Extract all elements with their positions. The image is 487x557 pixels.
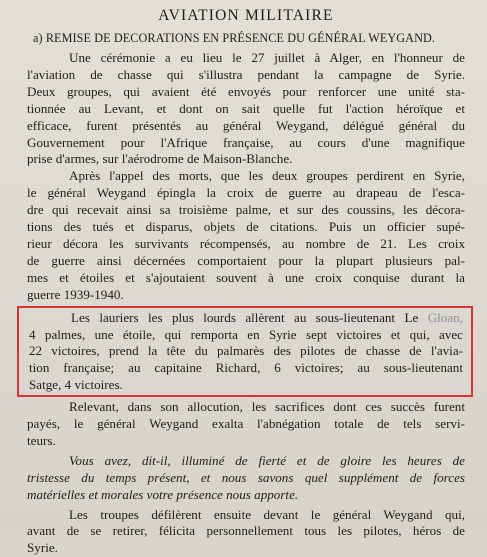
text-line: tionnée au Levant, et dont on sait quelle fut l'action héroïque et (27, 100, 465, 116)
paragraph-ceremony (27, 50, 465, 168)
text-line: matérielles et morales votre présence nous apporte. (27, 486, 299, 502)
text-line: Une cérémonie a eu lieu le 27 juillet à Alger, en l'honneur de (69, 50, 465, 65)
paragraph-quote (27, 453, 465, 504)
paragraph-decorations (27, 168, 465, 303)
text-line: 22 victoires, prend la tête du palmarès des pilotes de chasse de l'avia- (29, 343, 463, 359)
text-line: dre qui recevait ainsi sa troisième palme, et sur des coussins, les décora- (27, 202, 465, 218)
text-line: 4 palmes, une étoile, qui remporta en Syrie sept victoires et qui, avec (29, 326, 463, 342)
highlighted-paragraph-laurels (17, 306, 473, 398)
text-line: mes et étoiles et s'ajoutaient souvent à une croix conquise durant la (27, 269, 465, 285)
text-line: tristesse du temps présent, et nous savons quel supplément de forces (27, 469, 465, 485)
text-line: Après l'appel des morts, que les deux groupes perdirent en Syrie, (69, 168, 465, 184)
text-line: Vous avez, dit-il, illuminé de fierté et de gloire les heures de (69, 452, 465, 468)
text-line: payés, le général Weygand exalta l'abnégation totale de tels servi- (27, 416, 465, 432)
text-line: guerre 1939-1940. (27, 286, 124, 302)
text-line: Les troupes défilèrent ensuite devant le général Weygand qui, (69, 506, 465, 522)
text-line: Relevant, dans son allocution, les sacrifices dont ces succès furent (69, 399, 465, 415)
text-line: avant de se retirer, félicita personnellement tous les pilotes, héros de (27, 523, 465, 539)
text-line: prise d'armes, sur l'aérodrome de Maison-Blanche. (27, 151, 293, 167)
paragraph-allocution (27, 399, 465, 450)
subsection-heading: a) REMISE DE DECORATIONS EN PRÉSENCE DU GÉNÉRAL WEYGAND. (33, 31, 436, 45)
text-line: rieur décora les survivants récompensés, au nombre de 21. Les croix (27, 235, 465, 251)
text-line: tions des tués et disparus, objets de citations. Puis un officier supé- (27, 219, 465, 235)
text-line: teurs. (27, 432, 56, 448)
text-fragment: Les lauriers les plus lourds allèrent au sous-lieutenant Le (71, 309, 428, 325)
text-line: Satge, 4 victoires. (29, 377, 123, 393)
section-heading: AVIATION MILITAIRE (158, 7, 334, 24)
text-line (29, 310, 463, 327)
text-line: l'aviation de chasse qui s'illustra pendant la campagne de Syrie. (27, 66, 465, 82)
text-line: Deux groupes, qui avaient été envoyés pour renforcer une unité sta- (27, 83, 465, 99)
paragraph-parade (27, 507, 465, 557)
text-line: Gouvernement pour l'Afrique française, au cours d'une magnifique (27, 134, 465, 150)
text-line: Syrie. (27, 540, 58, 556)
text-line: de guerre ainsi décernées comportaient pour la plupart plusieurs pal- (27, 252, 465, 268)
text-line: efficace, furent présentés au général Weygand, délégué général du (27, 117, 465, 133)
text-line: tion française; au capitaine Richard, 6 victoires; au sous-lieutenant (29, 360, 463, 376)
text-line: le général Weygand épingla la croix de guerre au drapeau de l'esca- (27, 185, 465, 201)
pilot-name-highlight: Gloan, (427, 309, 463, 325)
